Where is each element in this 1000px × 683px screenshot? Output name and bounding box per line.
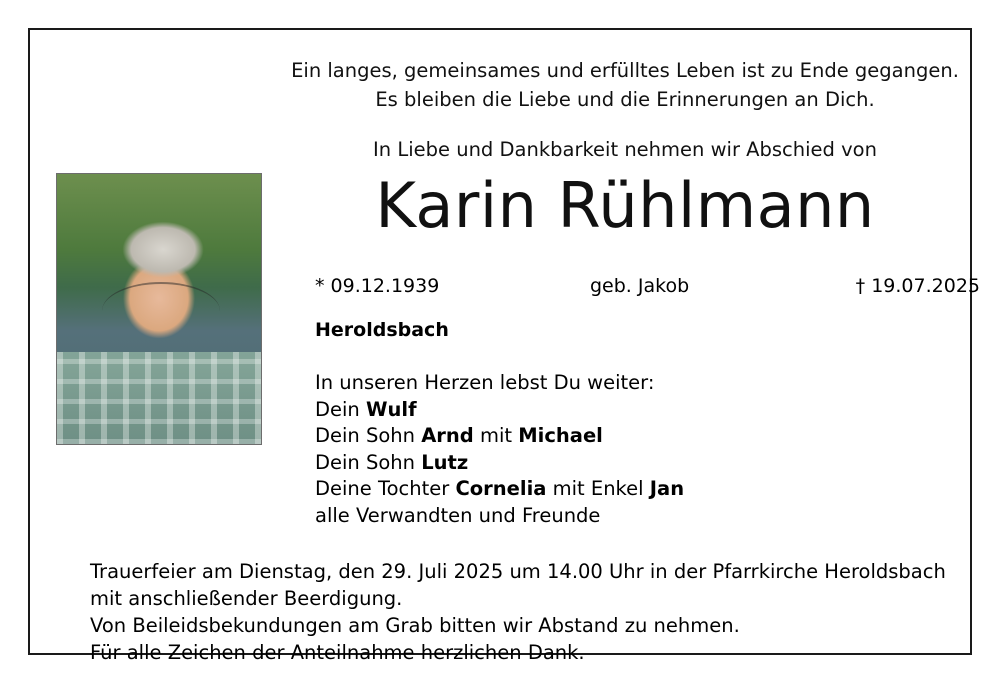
family-heading: In unseren Herzen lebst Du weiter: — [315, 371, 655, 394]
deceased-name: Karin Rühlmann — [375, 169, 875, 242]
notice-content — [30, 30, 980, 664]
family-line-3: Dein Sohn Lutz — [315, 450, 469, 474]
notice-border — [28, 28, 980, 664]
family-line-4: Deine Tochter Cornelia mit Enkel Jan — [315, 477, 685, 500]
portrait-clothing — [57, 352, 261, 444]
intro-text — [275, 56, 975, 114]
family-line-1: Dein Wulf — [315, 397, 417, 421]
intro-line-2: Es bleiben die Liebe und die Erinnerungen an Dich. — [375, 88, 875, 111]
funeral-line-3: Von Beileidsbekundungen am Grab bitten wir Abstand zu nehmen. — [90, 614, 740, 637]
maiden-name: geb. Jakob — [590, 275, 690, 297]
birth-date: * 09.12.1939 — [315, 275, 440, 297]
farewell-text: In Liebe und Dankbarkeit nehmen wir Abschied von — [373, 138, 877, 161]
family-block — [315, 370, 955, 529]
funeral-line-4: Für alle Zeichen der Anteilnahme herzlichen Dank. — [90, 641, 585, 664]
funeral-line-1: Trauerfeier am Dienstag, den 29. Juli 2025 um 14.00 Uhr in der Pfarrkirche Heroldsbach — [90, 560, 946, 583]
intro-line-1: Ein langes, gemeinsames und erfülltes Leben ist zu Ende gegangen. — [291, 59, 959, 82]
death-date: † 19.07.2025 — [855, 275, 980, 297]
family-line-2: Dein Sohn Arnd mit Michael — [315, 424, 603, 447]
funeral-details — [90, 558, 980, 666]
family-line-5: alle Verwandten und Freunde — [315, 503, 601, 527]
portrait-photo — [56, 173, 262, 445]
place-name: Heroldsbach — [315, 319, 449, 341]
funeral-line-2: mit anschließender Beerdigung. — [90, 587, 403, 610]
